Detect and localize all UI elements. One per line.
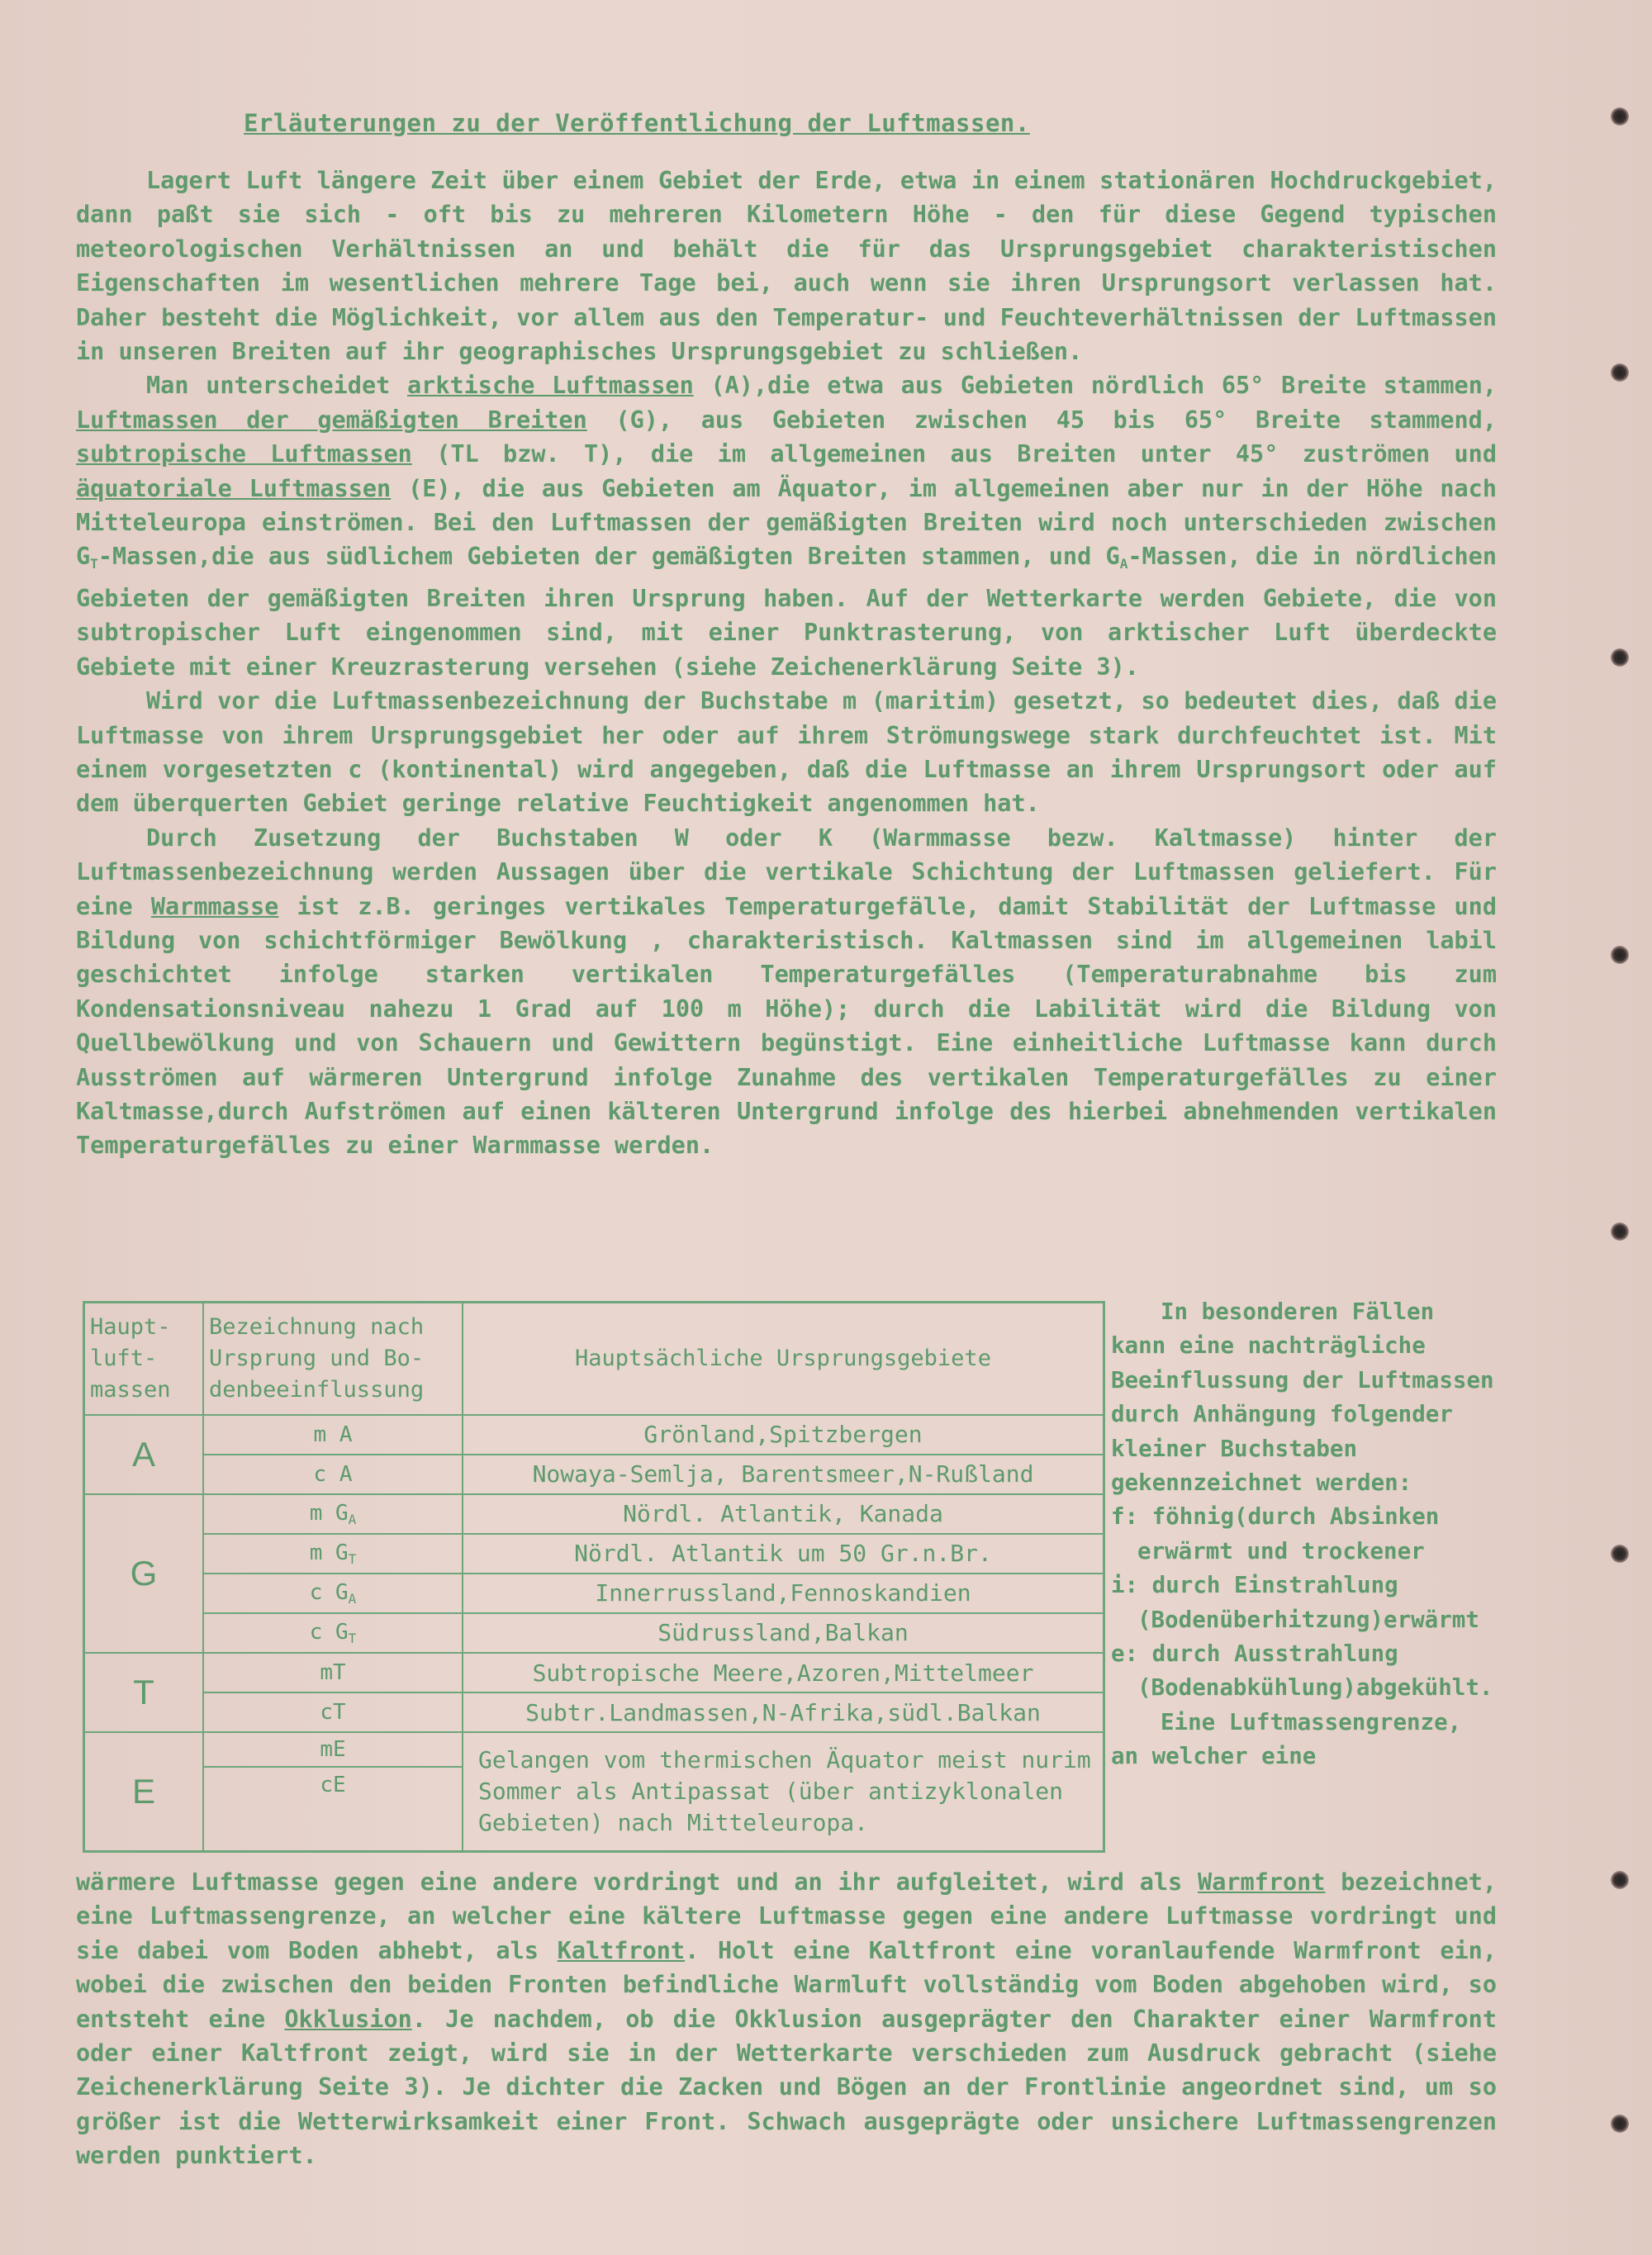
sub-code: c $G_A$ (203, 1574, 463, 1613)
binder-hole (1611, 1545, 1629, 1563)
sub-code: c A (203, 1455, 463, 1494)
origin-cell-equatorial: Gelangen vom thermischen Äquator meist nurim Sommer als Antipassat (über antizyklonalen Gebieten) nach Mitteleuropa. (463, 1732, 1104, 1851)
origin-cell: Subtr.Landmassen,N-Afrika,südl.Balkan (463, 1692, 1104, 1732)
origin-cell: Nördl. Atlantik um 50 Gr.n.Br. (463, 1534, 1104, 1574)
origin-cell: Subtropische Meere,Azoren,Mittelmeer (463, 1653, 1104, 1692)
document-title: Erläuterungen zu der Veröffentlichung der Luftmassen. (244, 109, 1030, 137)
binder-hole (1611, 648, 1629, 667)
code-T: T (84, 1653, 204, 1732)
origin-cell: Grönland,Spitzbergen (463, 1415, 1104, 1455)
side-item-i: i: durch Einstrahlung (Bodenüberhitzung)erwärmt (1111, 1572, 1479, 1633)
side-continuation: Eine Luftmassengrenze, an welcher eine (1111, 1708, 1462, 1770)
paragraph-stratification: Durch Zusetzung der Buchstaben W oder K (Warmmasse bezw. Kaltmasse) hinter der Luftmassenbezeichnung werden Aussagen über die vertikale Schichtung der Luftmassen geliefert. Für eine Warmmasse ist z.B. geringes vertikales Temperaturgefälle, damit Stabilität der Luftmasse und Bildung von schichtförmiger Bewölkung , charakteristisch. Kaltmassen sind im allgemeinen labil geschichtet infolge starken vertikalen Temperaturgefälles (Temperaturabnahme bis zum Kondensationsniveau nahezu 1 Grad auf 100 m Höhe); durch die Labilität wird die Bildung von Quellbewölkung und von Schauern und Gewittern begünstigt. Eine einheitliche Luftmasse kann durch Ausströmen auf wärmeren Untergrund infolge Zunahme des vertikalen Temperaturgefälles zu einer Kaltmasse,durch Aufströmen auf einen kälteren Untergrund infolge des hierbei abnehmenden vertikalen Temperaturgefälles zu einer Warmmasse werden. (76, 824, 1498, 1160)
code-A: A (84, 1415, 204, 1494)
side-item-e: e: durch Ausstrahlung (Bodenabkühlung)abgekühlt. (1111, 1640, 1493, 1702)
paragraph-origin: Lagert Luft längere Zeit über einem Gebiet der Erde, etwa in einem stationären Hochdruckgebiet, dann paßt sie sich - oft bis zu mehreren Kilometern Höhe - den für diese Gegend typischen meteorologischen Verhältnissen an und behält die für das Ursprungsgebiet charakteristischen Eigenschaften im wesentlichen mehrere Tage bei, auch wenn sie ihren Ursprungsort verlassen hat. Daher besteht die Möglichkeit, vor allem aus den Temperatur- und Feuchteverhältnissen der Luftmassen in unseren Breiten auf ihr geographisches Ursprungsgebiet zu schließen. (76, 167, 1497, 366)
paragraph-classification: Man unterscheidet arktische Luftmassen (A),die etwa aus Gebieten nördlich 65° Breite stammen, Luftmassen der gemäßigten Breiten (G), aus Gebieten zwischen 45 bis 65° Breite stammend, subtropische Luftmassen (TL bzw. T), die im allgemeinen aus Breiten unter 45° zuströmen und äquatoriale Luftmassen (E), die aus Gebieten am Äquator, im allgemeinen aber nur in der Höhe nach Mitteleuropa einströmen. Bei den Luftmassen der gemäßigten Breiten wird noch unterschieden zwischen $G_T-Massen,die$ aus südlichem Gebieten der gemäßigten Breiten stammen, und $G_A$-Massen, die in nördlichen Gebieten der gemäßigten Breiten ihren Ursprung haben. Auf der Wetterkarte werden Gebiete, die von subtropischer Luft eingenommen sind, mit einer Punktrasterung, von arktischer Luft überdeckte Gebiete mit einer Kreuzrasterung versehen (siehe Zeichenerklärung Seite 3). (76, 372, 1498, 681)
sub-code: m A (203, 1415, 463, 1455)
sub-code: c $G_T$ (203, 1613, 463, 1653)
binder-holes (1586, 0, 1652, 2255)
sub-code: mT (203, 1653, 463, 1692)
origin-cell: Nowaya-Semlja, Barentsmeer,N-Rußland (463, 1455, 1104, 1494)
binder-hole (1611, 2115, 1629, 2133)
sub-code: cT (203, 1692, 463, 1732)
sub-code: mE (203, 1732, 463, 1767)
body-text-lower (76, 1865, 1497, 2173)
paragraph-maritime-continental: Wird vor die Luftmassenbezeichnung der Buchstabe m (maritim) gesetzt, so bedeutet dies, daß die Luftmasse von ihrem Ursprungsgebiet her oder auf ihrem Strömungswege stark durchfeuchtet ist. Mit einem vorgesetzten c (kontinental) wird angegeben, daß die Luftmasse an ihrem Ursprungsort oder auf dem überquerten Gebiet geringe relative Feuchtigkeit angenommen hat. (76, 687, 1497, 818)
binder-hole (1611, 1871, 1629, 1889)
airmass-table (83, 1301, 1105, 1853)
header-main-airmass: Haupt-luft-massen (84, 1303, 204, 1415)
binder-hole (1611, 363, 1629, 382)
sub-code: m $G_T$ (203, 1534, 463, 1574)
origin-cell: Innerrussland,Fennoskandien (463, 1574, 1104, 1613)
binder-hole (1611, 1222, 1629, 1241)
code-E: E (84, 1732, 204, 1851)
header-designation: Bezeichnung nach Ursprung und Bo-denbeeinflussung (203, 1303, 463, 1415)
side-item-f: f: föhnig(durch Absinken erwärmt und trockener (1111, 1503, 1440, 1564)
sub-code: cE (203, 1767, 463, 1851)
paragraph-fronts: wärmere Luftmasse gegen eine andere vordringt und an ihr aufgleitet, wird als Warmfront bezeichnet, eine Luftmassengrenze, an welcher eine kältere Luftmasse gegen eine andere Luftmasse vordringt und sie dabei vom Boden abhebt, als Kaltfront. Holt eine Kaltfront eine voranlaufende Warmfront ein, wobei die zwischen den beiden Fronten befindliche Warmluft vollständig vom Boden abgehoben wird, so entsteht eine Okklusion. Je nachdem, ob die Okklusion ausgeprägter den Charakter einer Warmfront oder einer Kaltfront zeigt, wird sie in der Wetterkarte verschieden zum Ausdruck gebracht (siehe Zeichenerklärung Seite 3). Je dichter die Zacken und Bögen an der Frontlinie angeordnet sind, um so größer ist die Wetterwirksamkeit einer Front. Schwach ausgeprägte oder unsichere Luftmassengrenzen werden punktiert. (76, 1868, 1498, 2170)
side-note (1111, 1295, 1499, 1774)
sub-code: m $G_A$ (203, 1494, 463, 1534)
binder-hole (1611, 946, 1629, 964)
binder-hole (1611, 107, 1629, 126)
header-origin: Hauptsächliche Ursprungsgebiete (463, 1303, 1104, 1415)
side-intro: In besonderen Fällen kann eine nachträgliche Beeinflussung der Luftmassen durch Anhängung folgender kleiner Buchstaben gekennzeichnet werden: (1111, 1298, 1494, 1497)
origin-cell: Südrussland,Balkan (463, 1613, 1104, 1653)
body-text-upper (76, 164, 1497, 1163)
origin-cell: Nördl. Atlantik, Kanada (463, 1494, 1104, 1534)
code-G: G (84, 1494, 204, 1653)
